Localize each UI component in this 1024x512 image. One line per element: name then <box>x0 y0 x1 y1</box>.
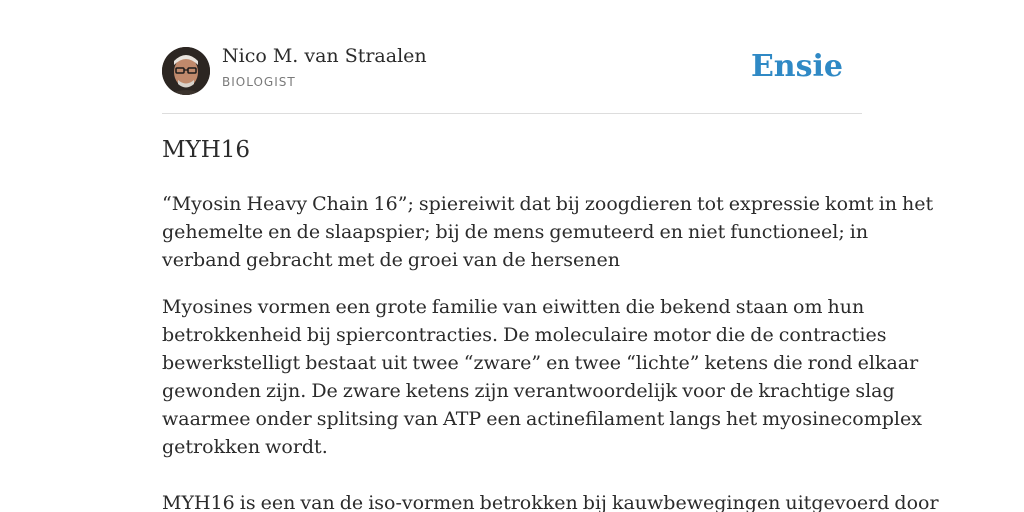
definition-line: gehemelte en de slaapspier; bij de mens gemuteerd en niet functioneel; in <box>162 221 869 243</box>
definition-line: “Myosin Heavy Chain 16”; spiereiwit dat bij zoogdieren tot expressie komt in het <box>162 193 934 215</box>
body-line: bewerkstelligt bestaat uit twee “zware” en twee “lichte” ketens die rond elkaar <box>162 352 919 374</box>
body-paragraph <box>162 293 922 461</box>
entry-body <box>162 293 939 512</box>
author-photo <box>162 47 210 95</box>
body-line: MYH16 is een van de iso-vormen betrokken bij kauwbewegingen uitgevoerd door <box>162 492 939 512</box>
definition-line: verband gebracht met de groei van de hersenen <box>162 249 621 271</box>
body-paragraph <box>162 489 939 512</box>
author-role: BIOLOGIST <box>222 75 296 89</box>
author-avatar[interactable] <box>162 47 210 95</box>
body-line: betrokkenheid bij spiercontracties. De moleculaire motor die de contracties <box>162 324 887 346</box>
body-line: Myosines vormen een grote familie van eiwitten die bekend staan om hun <box>162 296 865 318</box>
body-line: gewonden zijn. De zware ketens zijn verantwoordelijk voor de krachtige slag <box>162 380 895 402</box>
author-header <box>162 0 862 114</box>
entry-definition <box>162 190 934 274</box>
entry-title: MYH16 <box>162 137 251 163</box>
article-card <box>162 0 939 512</box>
author-name[interactable]: Nico M. van Straalen <box>222 45 427 67</box>
body-line: getrokken wordt. <box>162 436 328 458</box>
body-line: waarmee onder splitsing van ATP een actinefilament langs het myosinecomplex <box>162 408 922 430</box>
brand-logo[interactable]: Ensie <box>750 49 843 84</box>
